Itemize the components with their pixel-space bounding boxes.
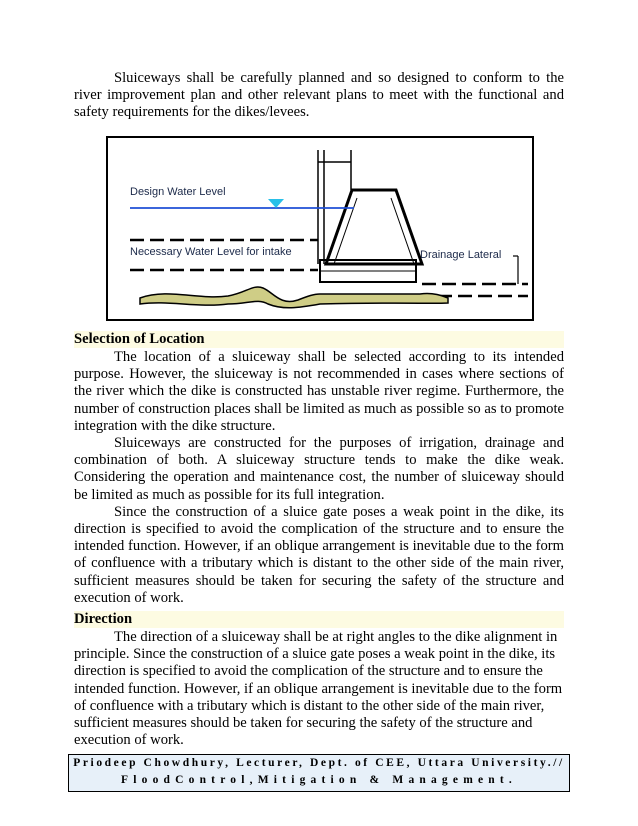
drainage-lateral-label: Drainage Lateral — [420, 249, 502, 261]
sluiceway-diagram — [106, 136, 534, 321]
section-heading-location: Selection of Location — [74, 331, 564, 348]
intro-block — [74, 70, 564, 122]
design-water-level-label: Design Water Level — [130, 186, 226, 198]
section-direction-body — [74, 629, 564, 749]
intro-paragraph: Sluiceways shall be carefully planned and so designed to conform to the river improvement plan and other relevant plans to meet with the functional and safety requirements for the dikes/levees. — [74, 70, 564, 121]
section-heading-direction: Direction — [74, 611, 564, 628]
footer-course-line: FloodControl,Mitigation & Management. — [121, 774, 517, 786]
section-location-body — [74, 349, 564, 607]
location-paragraph-3: Since the construction of a sluice gate poses a weak point in the dike, its direction is specified to avoid the complication of the structure and to ensure the intended function. However, if an oblique arrangement is inevitable due to the form of confluence with a tributary which is distant to the other side of the main river, sufficient measures should be taken for securing the safety of the structure and execution of work. — [74, 503, 564, 606]
water-level-marker-icon — [268, 199, 284, 208]
ground-profile — [140, 287, 448, 308]
location-paragraph-2: Sluiceways are constructed for the purposes of irrigation, drainage and combination of both. A sluiceway structure tends to make the dike weak. Considering the operation and maintenance cost, the number of sluiceway should be limited as much as possible for its full integration. — [74, 435, 564, 503]
location-paragraph-1: The location of a sluiceway shall be selected according to its intended purpose. However, the sluiceway is not recommended in cases where sections of the river which the dike is constructed has unstable river regime. Furthermore, the number of construction places shall be limited as much as possible so as to promote integration with the dike structure. — [74, 349, 564, 434]
sluiceway-diagram-drawing — [108, 138, 532, 319]
dike-body — [326, 190, 422, 264]
necessary-water-level-label: Necessary Water Level for intake — [130, 246, 292, 258]
page-footer — [68, 754, 570, 792]
direction-paragraph-1: The direction of a sluiceway shall be at right angles to the dike alignment in principle. Since the construction of a sluice gate poses a weak point in the dike, its direction is specified to avoid the complication of the structure and to ensure the intended function. However, if an oblique arrangement is inevitable due to the form of confluence with a tributary which is distant to the other side of the main river, sufficient measures should be taken for securing the safety of the structure and execution of work. — [74, 629, 563, 749]
footer-author-line: Priodeep Chowdhury, Lecturer, Dept. of CEE, Uttara University.// — [73, 757, 565, 769]
